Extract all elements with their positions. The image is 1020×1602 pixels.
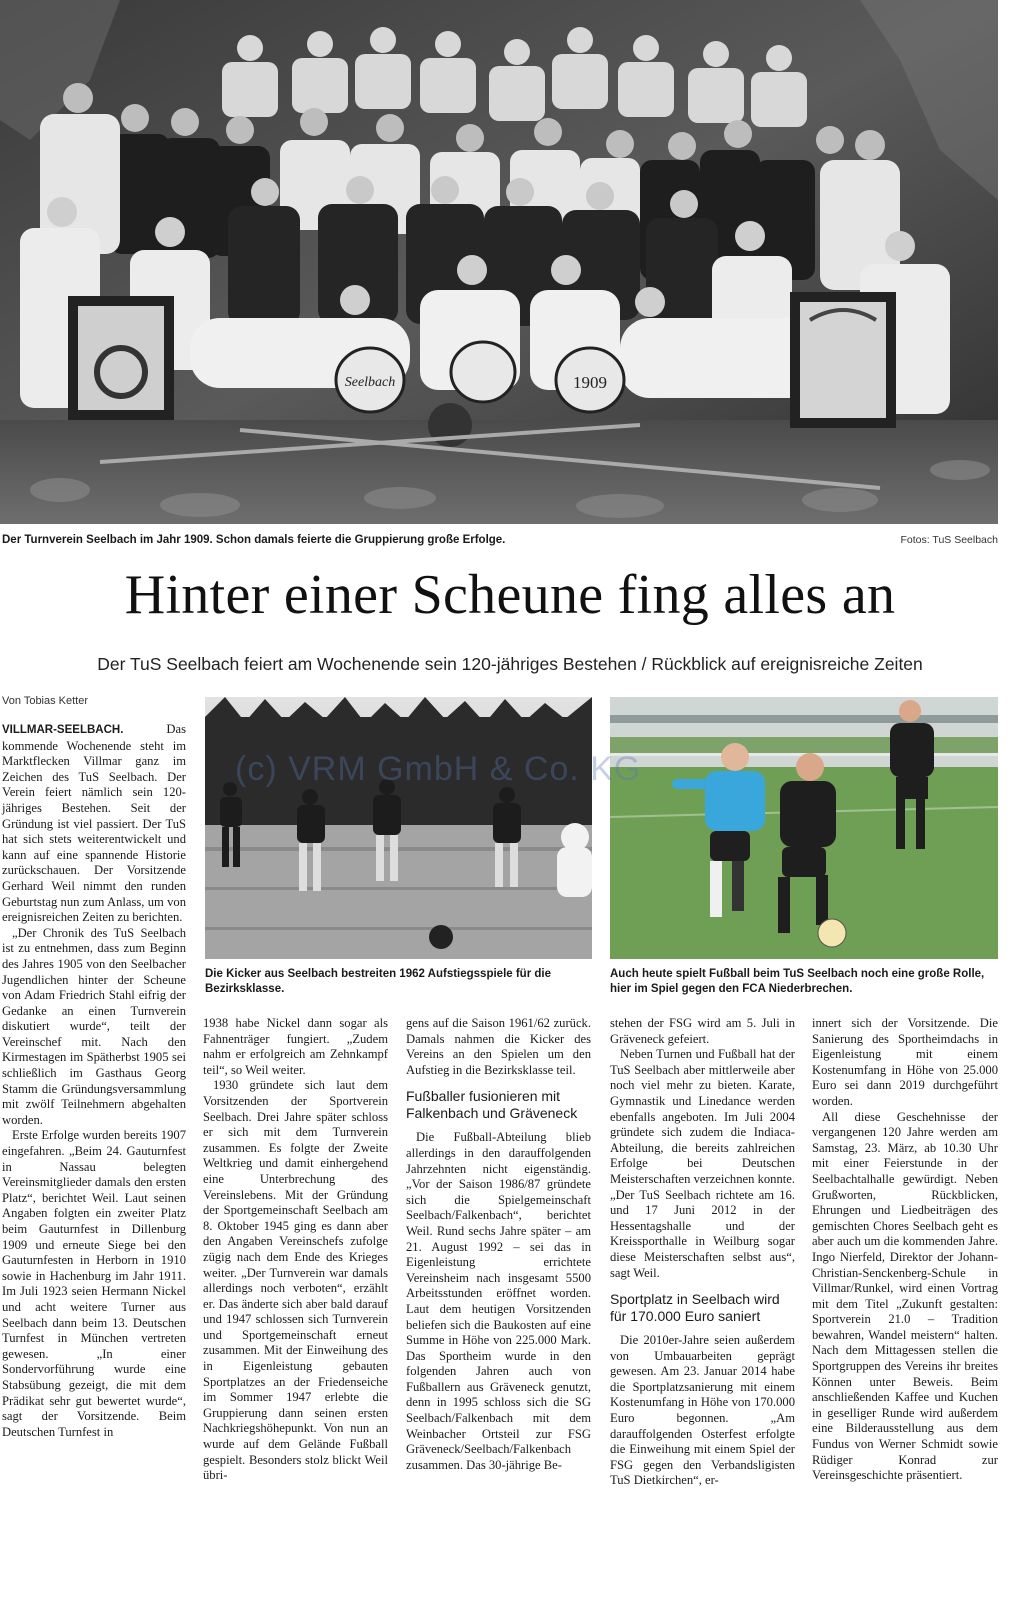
paragraph: Die 2010er-Jahre seien außerdem von Umbauarbeiten geprägt gewesen. Am 23. Januar 2014 habe die Sportplatzsanierung mit einem Kostenumfang in Höhe von 170.000 Euro begonnen. „Am darauffolgenden Osterfest erfolgte die Einweihung mit einem Spiel der FSG gegen den Verbandsligisten TuS Dietkirchen“, er- — [610, 1333, 795, 1488]
paragraph: Erste Erfolge wurden bereits 1907 eingefahren. „Beim 24. Gauturnfest in Nassau belegten Vereinsmitglieder damals den ersten Platz“, berichtet Weil. Laut seinen Angaben folgten ein zweiter Platz beim Gauturnfest in Dillenburg 1909 und erneute Siege bei den Gauturnfesten in Herborn in 1910 sowie in Hachenburg im Jahr 1911. Im Juli 1923 seien Hermann Nickel und acht weitere Turner aus Seelbach dann beim 13. Deutschen Turnfest in München vertreten gewesen. „In einer Sondervorführung wurde eine Stabsübung gezeigt, die mit dem Prädikat sehr gut bewertet wurde“, sagt der Vorsitzende. Beim Deutschen Turnfest in — [2, 1128, 186, 1439]
paragraph: gens auf die Saison 1961/62 zurück. Damals nahmen die Kicker des Vereins an den Spielen um den Aufstieg in die Bezirksklasse teil. — [406, 1016, 591, 1077]
paragraph: Neben Turnen und Fußball hat der TuS Seelbach aber mittlerweile aber noch viel mehr zu bieten. Karate, Gymnastik und Linedance werden ebenfalls angeboten. Im Juli 2004 gründete sich zudem die Indiaca-Abteilung, die bereits zahlreichen Erfolge bei Deutschen Meisterschaften verzeichnen konnte. „Der TuS Seelbach richtete am 16. und 17 Juni 2012 in der Hessentagshalle und der Kreissporthalle in Weilburg sogar diese Meisterschaften selbst aus“, sagt Weil. — [610, 1047, 795, 1280]
historic-team-photo-1909 — [0, 0, 998, 524]
article-column-5 — [812, 1016, 998, 1484]
paragraph: stehen der FSG wird am 5. Juli in Gräveneck gefeiert. — [610, 1016, 795, 1046]
drum-label-year: 1909 — [573, 373, 607, 392]
byline: Von Tobias Ketter — [2, 695, 89, 707]
left-photo-caption: Die Kicker aus Seelbach bestreiten 1962 Aufstiegsspiele für die Bezirksklasse. — [205, 968, 551, 995]
paragraph: Die Fußball-Abteilung blieb allerdings in den darauffolgenden Jahrzehnten nicht eigenständig. „Vor der Saison 1986/87 gründete sich die Spielgemeinschaft Seelbach/Falkenbach“, berichtet Weil. Rund sechs Jahre später – am 21. August 1992 – sei das in Eigenleistung errichtete Vereinsheim nach insgesamt 5500 Arbeitsstunden eröffnet worden. Laut dem heutigen Vorsitzenden beliefen sich die Baukosten auf eine Summe in Höhe von 225.000 Mark. Das Sportheim wurde in den folgenden Jahren auch von Fußballern aus Gräveneck genutzt, denn in 1995 schloss sich die SG Seelbach/Falkenbach mit dem Weinbacher Ortsteil zur FSG Gräveneck/Seelbach/Falkenbach zusammen. Das 30-jährige Be- — [406, 1130, 591, 1472]
paragraph: Das kommende Wochenende steht im Marktflecken Villmar ganz im Zeichen des TuS Seelbach. Der Verein feiert nämlich sein 120-jähriges Bestehen. Seit der Gründung ist viel passiert. Der TuS hat sich stets weiterentwickelt und kann auf eine spannende Historie zurückschauen. Der Vorsitzende Gerhard Weil nimmt den runden Geburtstag nun zum Anlass, um von ereignisreichen Zeiten zu berichten. — [2, 722, 186, 925]
section-heading: Fußballer fusionieren mit Falkenbach und Gräveneck — [406, 1088, 578, 1122]
article-column-1 — [2, 722, 186, 1440]
dateline: VILLMAR-SEELBACH. — [2, 724, 124, 736]
right-photo-caption: Auch heute spielt Fußball beim TuS Seelbach noch eine große Rolle, hier im Spiel gegen den FCA Niederbrechen. — [610, 968, 985, 995]
paragraph: All diese Geschehnisse der vergangenen 120 Jahre werden am Samstag, 23. März, ab 10.30 Uhr mit einer Feierstunde in der Seelbachtalhalle gewürdigt. Neben Grußworten, Rückblicken, Ehrungen und Liedbeiträgen des gemischten Chores Seelbach geht es aber auch um die kommenden Jahre. Ingo Nierfeld, Direktor der Johann-Christian-Senckenberg-Schule in Villmar/Runkel, wird einen Vortrag mit dem Titel „Zukunft gestalten: Sportverein 21.0 – Tradition bewahren, Wandel meistern“ halten. Nach dem Mittagessen stellen die Sportgruppen des Vereins ihr breites Können unter Beweis. Beim anschließenden Kaffee und Kuchen in geselliger Runde wird außerdem eine Bilderausstellung aus dem Fundus von Werner Schmidt sowie Rüdiger Konrad zur Vereinsgeschichte präsentiert. — [812, 1109, 998, 1483]
paragraph: „Der Chronik des TuS Seelbach ist zu entnehmen, dass zum Beginn des Jahres 1905 von den Seelbacher Jugendlichen hinter der Scheune von Adam Friedrich Stahl eifrig der Gedanke an einen Turnverein diskutiert wurde“, teilt der Vereinschef mit. Nach den Kirmestagen im Spätherbst 1905 sei schließlich im Gasthaus Georg Stamm die Gründungsversammlung mit zwölf Teilnehmern abgehalten worden. — [2, 925, 186, 1127]
football-photo-1962 — [205, 697, 592, 959]
headline: Hinter einer Scheune fing alles an — [124, 564, 896, 626]
article-column-2 — [203, 1016, 388, 1484]
article-column-4 — [610, 1016, 795, 1489]
subheadline: Der TuS Seelbach feiert am Wochenende sein 120-jähriges Bestehen / Rückblick auf ereignisreiche Zeiten — [97, 654, 923, 674]
watermark: (c) VRM GmbH & Co. KG — [235, 750, 642, 788]
top-photo-caption: Der Turnverein Seelbach im Jahr 1909. Schon damals feierte die Gruppierung große Erfolge. — [2, 534, 506, 546]
football-photo-today — [610, 697, 998, 959]
photo-credit: Fotos: TuS Seelbach — [900, 534, 998, 546]
paragraph: 1930 gründete sich laut dem Vorsitzenden der Sportverein Seelbach. Drei Jahre später schloss er sich mit dem Turnverein zusammen. Es folgte der Zweite Weltkrieg und damit einhergehend eine Unterbrechung des Vereinslebens. Mit der Gründung der Sportgemeinschaft Seelbach am 8. Oktober 1945 ging es dann aber den Angaben Vereinschefs zufolge zügig nach dem Ende des Krieges weiter. „Der Turnverein war damals allerdings noch verboten“, erzählt er. Das änderte sich aber bald darauf und 1947 schlossen sich Turnverein und Sportgemeinschaft erneut zusammen. Mit der Einweihung des in Eigenleistung gebauten Sportplatzes an der Friedenseiche im Sommer 1947 erlebte die Gruppierung dann seinen ersten Nachkriegshöhepunkt. Von nun an wurde auf dem Gelände Fußball gespielt. Besonders stolz blickt Weil übri- — [203, 1078, 388, 1483]
paragraph: innert sich der Vorsitzende. Die Sanierung des Sportheimdachs in Eigenleistung mit einem Kostenumfang in Höhe von 25.000 Euro sei dann 2019 durchgeführt worden. — [812, 1016, 998, 1108]
drum-label-seelbach: Seelbach — [344, 375, 396, 390]
section-heading: Sportplatz in Seelbach wird für 170.000 Euro saniert — [610, 1291, 780, 1325]
article-column-3 — [406, 1016, 591, 1473]
paragraph: 1938 habe Nickel dann sogar als Fahnenträger fungiert. „Zudem nahm er erfolgreich am Zehnkampf teil“, so Weil weiter. — [203, 1016, 388, 1077]
